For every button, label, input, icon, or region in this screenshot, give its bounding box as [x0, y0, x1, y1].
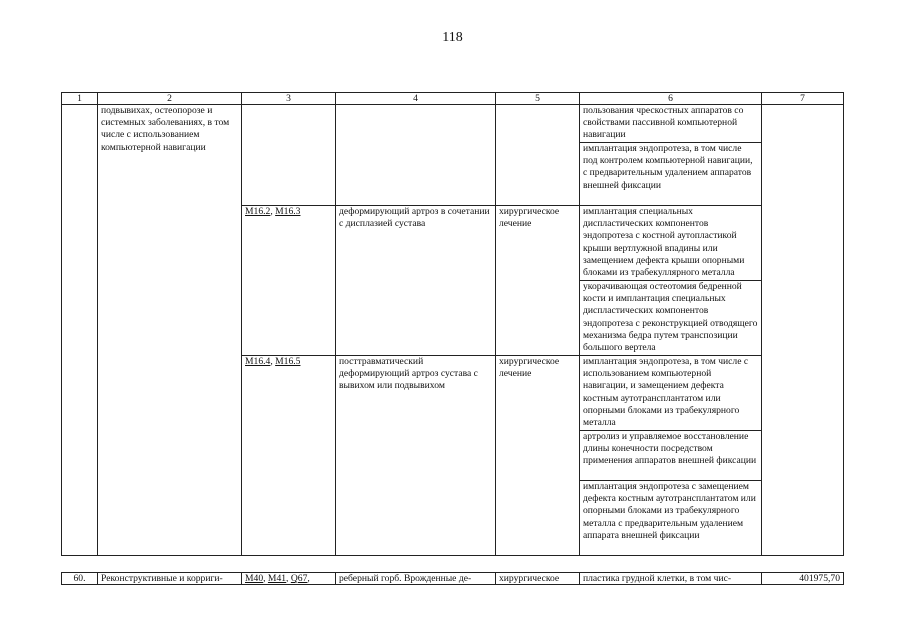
care-type-cell: Реконструктивные и корриги-	[98, 573, 242, 585]
medical-care-table-last-row	[61, 572, 844, 585]
diagnosis-cell: посттравматический деформирующий артроз сустава с вывихом или подвывихом	[336, 356, 496, 556]
diagnosis-code-link[interactable]: M16.5	[275, 356, 301, 367]
table-row	[62, 105, 844, 143]
codes-cell: M16.4, M16.5	[242, 356, 336, 556]
diagnosis-code-link[interactable]: M40	[245, 573, 264, 584]
method-cell: имплантация специальных диспластических компонентов эндопротеза с костной аутопластикой крыши вертлужной впадины или замещением дефекта крыши опорными блоками из трабекуллярного металла	[580, 206, 762, 281]
codes-cell: M16.2, M16.3	[242, 206, 336, 356]
codes-cell: M40, M41, Q67,	[242, 573, 336, 585]
diagnosis-code-link[interactable]: M16.3	[275, 206, 301, 217]
method-cell: укорачивающая остеотомия бедренной кости и имплантация специальных диспластических компонентов эндопротеза с реконструкцией отводящего механизма бедра путем транспозиции большого вертела	[580, 281, 762, 356]
diagnosis-cell: реберный горб. Врожденные де-	[336, 573, 496, 585]
codes-cell	[242, 105, 336, 206]
method-cell: пользования чрескостных аппаратов со свойствами пассивной компьютерной навигации	[580, 105, 762, 143]
diagnosis-code-link[interactable]: Q67	[290, 573, 308, 584]
header-col-5: 5	[496, 93, 580, 105]
treatment-cell: хирургическое	[496, 573, 580, 585]
row-number-cell: 60.	[62, 573, 98, 585]
price-cell	[762, 105, 844, 556]
header-col-6: 6	[580, 93, 762, 105]
method-cell: имплантация эндопротеза, в том числе под контролем компьютерной навигации, с предварительным удалением аппаратов внешней фиксации	[580, 143, 762, 206]
treatment-cell	[496, 105, 580, 206]
page-number: 118	[442, 30, 463, 45]
diagnosis-cell	[336, 105, 496, 206]
treatment-cell: хирургическое лечение	[496, 206, 580, 356]
method-cell: артролиз и управляемое восстановление длины конечности посредством применения аппаратов внешней фиксации	[580, 431, 762, 481]
row-number-cell	[62, 105, 98, 556]
method-cell: пластика грудной клетки, в том чис-	[580, 573, 762, 585]
care-type-cell: подвывихах, остеопорозе и системных заболеваниях, в том числе с использованием компьютерной навигации	[98, 105, 242, 556]
diagnosis-code-link[interactable]: M41	[267, 573, 287, 584]
price-cell: 401975,70	[762, 573, 844, 585]
header-col-3: 3	[242, 93, 336, 105]
diagnosis-cell: деформирующий артроз в сочетании с дисплазией сустава	[336, 206, 496, 356]
header-row	[62, 93, 844, 105]
method-cell: имплантация эндопротеза с замещением дефекта костным аутотрансплантатом или опорными блоками из трабекулярного металла с предварительным удалением аппарата внешней фиксации	[580, 481, 762, 556]
medical-care-table	[61, 92, 844, 556]
header-col-7: 7	[762, 93, 844, 105]
header-col-1: 1	[62, 93, 98, 105]
diagnosis-code-link[interactable]: M16.4	[245, 356, 271, 367]
header-col-4: 4	[336, 93, 496, 105]
header-col-2: 2	[98, 93, 242, 105]
method-cell: имплантация эндопротеза, в том числе с использованием компьютерной навигации, и замещением дефекта костным аутотрансплантатом или опорными блоками из трабекулярного металла	[580, 356, 762, 431]
treatment-cell: хирургическое лечение	[496, 356, 580, 556]
diagnosis-code-link[interactable]: M16.2	[245, 206, 271, 217]
table-row	[62, 573, 844, 585]
